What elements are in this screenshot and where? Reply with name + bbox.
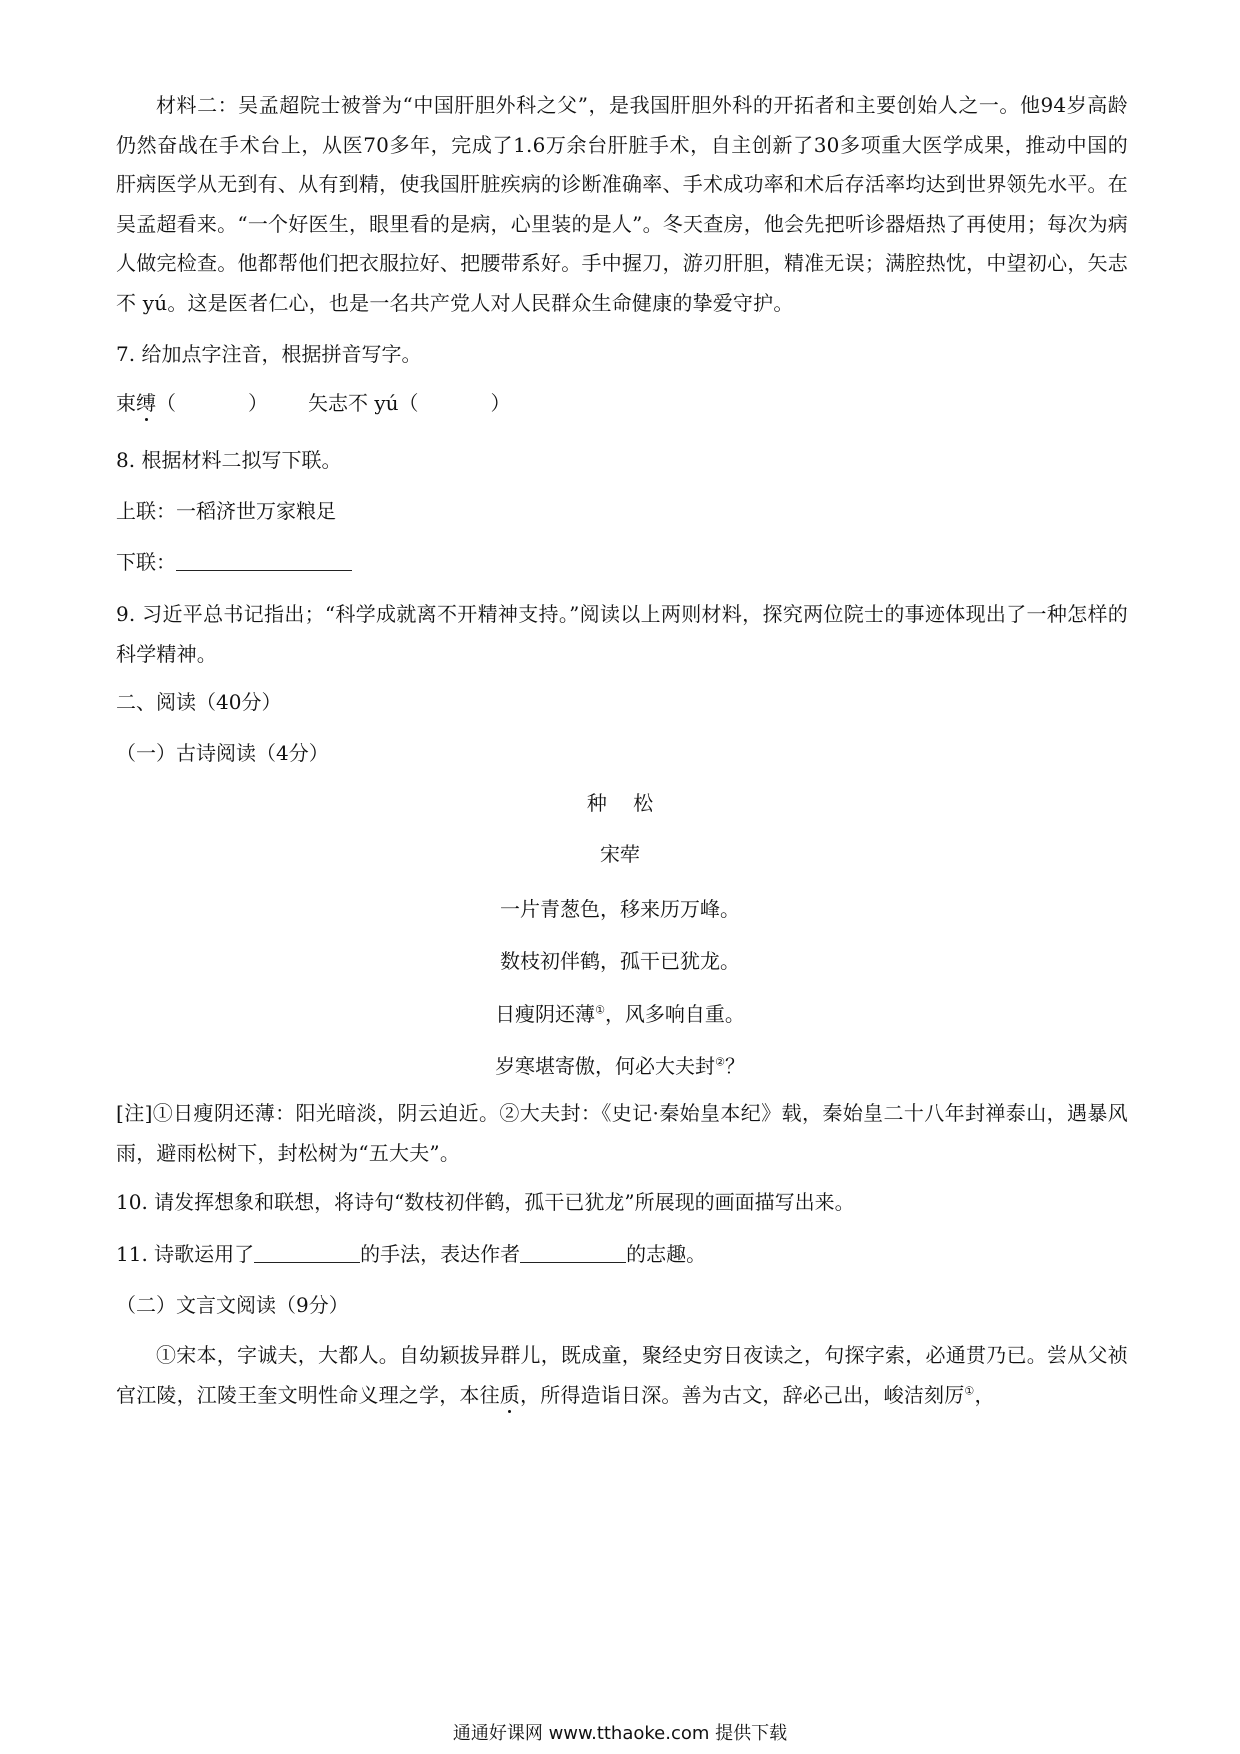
footnote-mark-2: ② xyxy=(715,1055,725,1069)
q11-text-3: 的志趣。 xyxy=(626,1242,707,1266)
classical-dotted-char: 质 xyxy=(499,1382,521,1407)
question-7-items xyxy=(116,389,511,417)
q11-text-1: 11. 诗歌运用了 xyxy=(116,1242,255,1266)
poem-line-1: 一片青葱色，移来历万峰。 xyxy=(500,897,740,921)
classical-text-1: ①宋本，字诚夫，大都人。自幼颖拔异群儿，既成童，聚经史穷日夜读之，句探字索，必通贯乃已。尝从父祯官江陵，江陵王奎文明性命义理之学，本往 xyxy=(116,1343,1128,1407)
question-8-upper-couplet: 上联：一稻济世万家粮足 xyxy=(116,499,336,523)
subsection-2-title: （二）文言文阅读（9分） xyxy=(116,1293,349,1317)
poem-line-3-rest: ，风多响自重。 xyxy=(604,1002,745,1026)
page-footer: 通通好课网 www.tthaoke.com 提供下载 xyxy=(452,1723,788,1744)
classical-text-2: ，所得造诣日深。善为古文，辞必己出，峻洁刻厉 xyxy=(520,1382,965,1407)
q7-dotted-char: 缚 xyxy=(136,391,156,415)
classical-chinese-passage xyxy=(116,1336,1128,1415)
lower-couplet-blank[interactable] xyxy=(176,550,352,571)
q11-blank-1[interactable] xyxy=(254,1242,360,1263)
q11-blank-2[interactable] xyxy=(520,1242,626,1263)
poem-author: 宋荦 xyxy=(600,842,640,866)
poem-note: [注]①日瘦阴还薄：阳光暗淡，阴云迫近。②大夫封：《史记·秦始皇本纪》载，秦始皇二十八年封禅泰山，遇暴风雨，避雨松树下，封松树为“五大夫”。 xyxy=(116,1101,1128,1165)
question-8-lower-couplet xyxy=(116,548,352,576)
material-2-paragraph: 材料二：吴孟超院士被誉为“中国肝胆外科之父”，是我国肝胆外科的开拓者和主要创始人之一。他94岁高龄仍然奋战在手术台上，从医70多年，完成了1.6万余台肝脏手术，自主创新了30多项重大医学成果，推动中国的肝病医学从无到有、从有到精，使我国肝脏疾病的诊断准确率、手术成功率和术后存活率均达到世界领先水平。在吴孟超看来。“一个好医生，眼里看的是病，心里装的是人”。冬天查房，他会先把听诊器焐热了再使用；每次为病人做完检查。他都帮他们把衣服拉好、把腰带系好。手中握刀，游刃肝胆，精准无误；满腔热忱，中望初心，矢志不 yú。这是医者仁心，也是一名共产党人对人民群众生命健康的挚爱守护。 xyxy=(116,93,1128,315)
footnote-mark-1: ① xyxy=(595,1003,605,1017)
question-7-prompt: 7. 给加点字注音，根据拼音写字。 xyxy=(116,342,422,366)
poem-line-3-text: 日瘦阴还薄 xyxy=(495,1002,596,1026)
poem-line-4 xyxy=(0,1052,1240,1080)
q7-item2: 矢志不 yú（ xyxy=(308,391,419,415)
subsection-1-title: （一）古诗阅读（4分） xyxy=(116,741,329,765)
poem-title: 种 松 xyxy=(586,791,654,815)
q7-item1-open: （ xyxy=(156,391,176,415)
poem-line-4-rest: ？ xyxy=(724,1054,745,1078)
poem-line-4-text: 岁寒堪寄傲，何必大夫封 xyxy=(495,1054,716,1078)
question-10: 10. 请发挥想象和联想，将诗句“数枝初伴鹤，孤干已犹龙”所展现的画面描写出来。 xyxy=(116,1190,855,1214)
q11-text-2: 的手法，表达作者 xyxy=(360,1242,521,1266)
q7-item2-close: ） xyxy=(490,391,511,415)
poem-line-3 xyxy=(0,1000,1240,1028)
classical-text-3: ， xyxy=(974,1382,995,1407)
q7-item1-close: ） xyxy=(248,391,268,415)
question-11 xyxy=(116,1240,706,1268)
question-8-prompt: 8. 根据材料二拟写下联。 xyxy=(116,448,342,472)
lower-couplet-label: 下联： xyxy=(116,550,176,574)
section-2-title: 二、阅读（40分） xyxy=(116,690,282,714)
poem-line-2: 数枝初伴鹤，孤干已犹龙。 xyxy=(500,949,740,973)
classical-footnote-mark: ① xyxy=(964,1383,975,1397)
question-9: 9. 习近平总书记指出；“科学成就离不开精神支持。”阅读以上两则材料，探究两位院士的事迹体现出了一种怎样的科学精神。 xyxy=(116,602,1128,666)
q7-item1-prefix: 束 xyxy=(116,391,136,415)
